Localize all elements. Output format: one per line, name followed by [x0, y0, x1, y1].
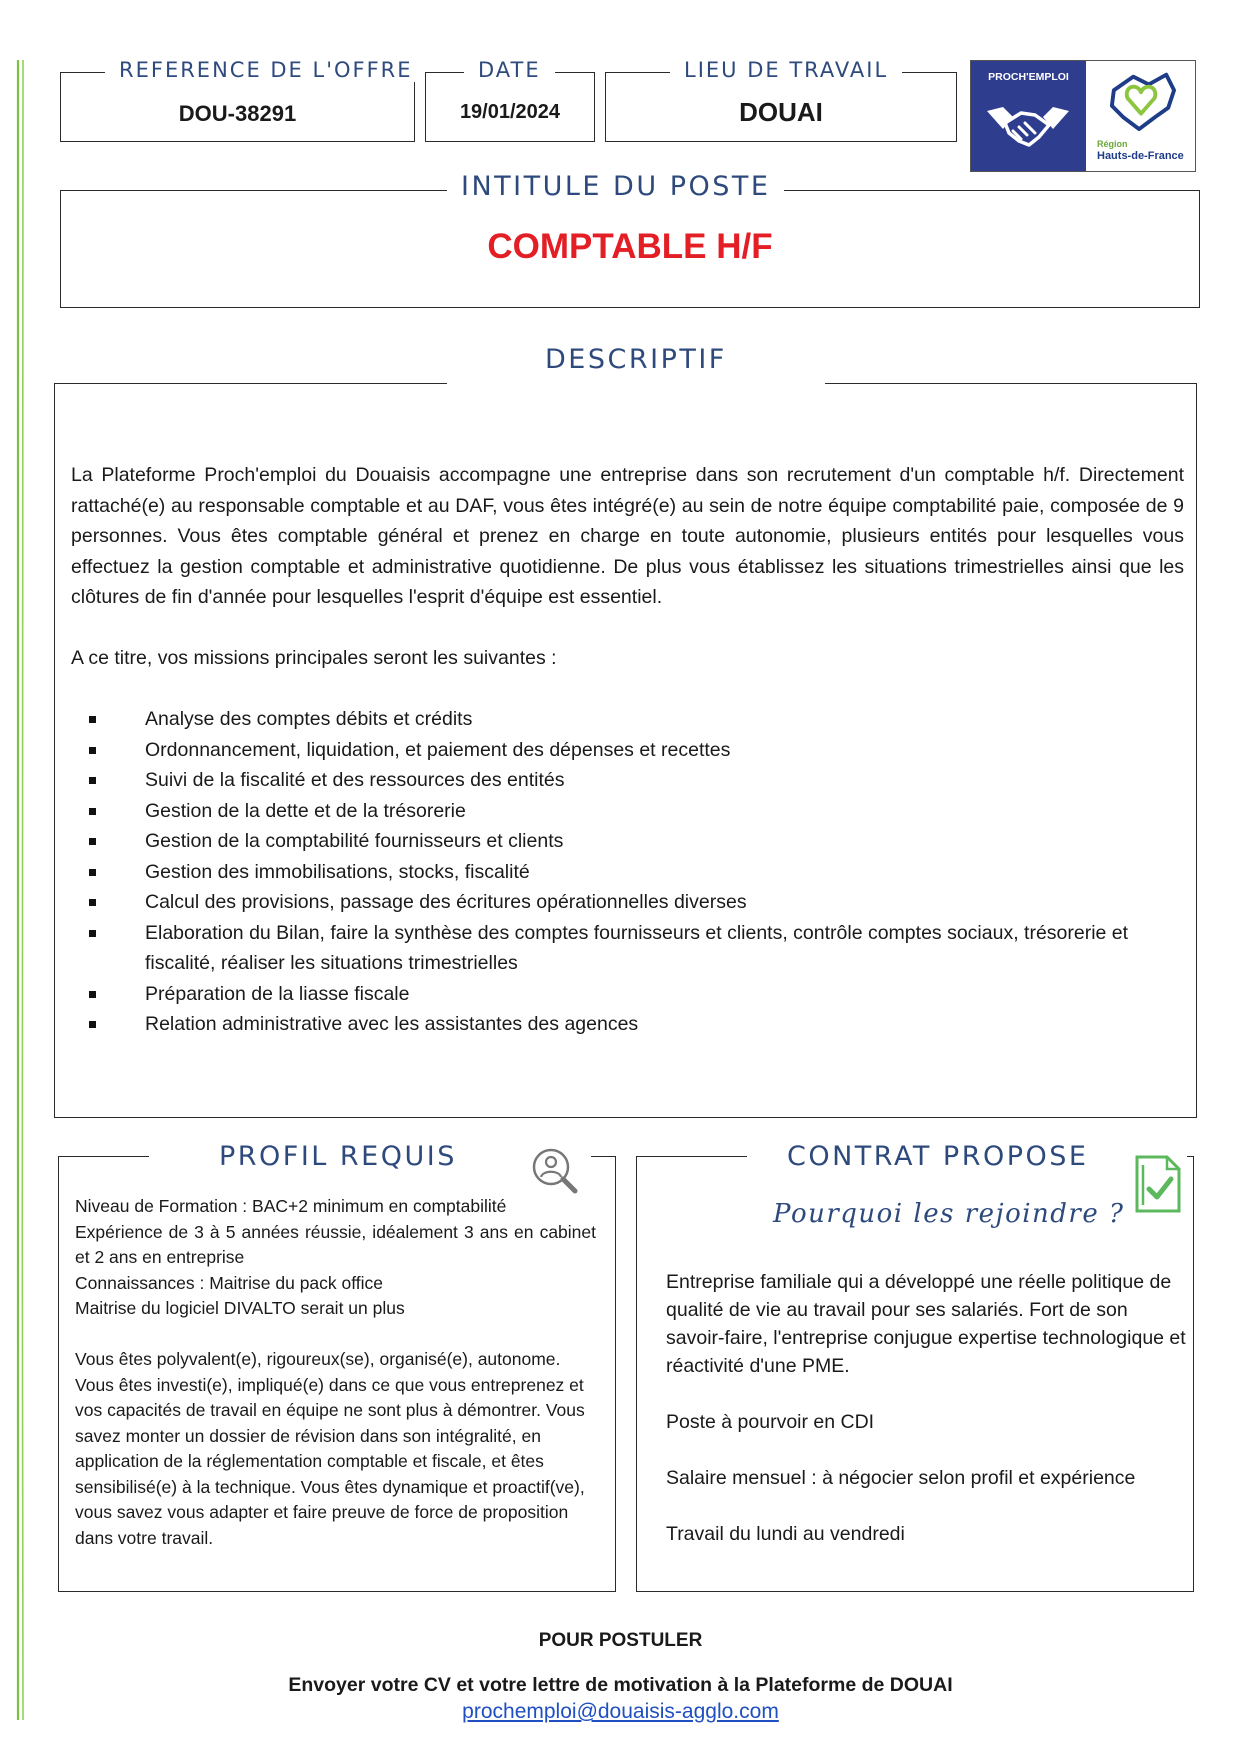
email-link[interactable]: prochemploi@douaisis-agglo.com: [462, 1700, 779, 1723]
reference-value: DOU-38291: [178, 101, 297, 126]
region-name: Hauts-de-France: [1097, 150, 1184, 162]
prochemploi-logo: [970, 60, 1196, 172]
contrat-salaire: Salaire mensuel : à négocier selon profil et expérience: [666, 1467, 1136, 1489]
profil-connaissances: Connaissances : Maitrise du pack office: [75, 1272, 384, 1293]
search-person-icon: [521, 1141, 591, 1201]
profil-logiciel: Maitrise du logiciel DIVALTO serait un plus: [75, 1298, 405, 1318]
reference-box: [60, 58, 415, 142]
lieu-label: LIEU DE TRAVAIL: [670, 58, 902, 82]
profil-experience: Expérience de 3 à 5 années réussie, idéalement 3 ans en cabinet et 2 ans en entreprise: [75, 1221, 596, 1267]
descriptif-intro: La Plateforme Proch'emploi du Douaisis accompagne une entreprise dans son recrutement d'un comptable h/f. Directement rattaché(e) au responsable comptable et au DAF, vous êtes intégré(e) au sein de notre équipe comptabilité paie, composée de 9 personnes. Vous êtes comptable général et prenez en charge en toute autonomie, plusieurs entités pour lesquelles vous effectuez la gestion comptable et administrative quotidienne. De plus vous établissez les situations trimestrielles ainsi que les clôtures de fin d'année pour lesquelles l'esprit d'équipe est essentiel.: [71, 464, 1184, 608]
list-item: Relation administrative avec les assistantes des agences: [71, 1009, 1184, 1040]
handshake-icon: [983, 97, 1073, 157]
green-side-line: [15, 60, 27, 1720]
descriptif-content: [71, 460, 1184, 1040]
contrat-spacer: [666, 1380, 1186, 1408]
list-item: Gestion de la comptabilité fournisseurs et clients: [71, 826, 1184, 857]
lieu-value: DOUAI: [739, 97, 823, 127]
poste-box: [60, 171, 1200, 308]
document-check-icon: [1127, 1151, 1187, 1217]
profil-content: [75, 1194, 596, 1551]
contrat-spacer: [666, 1436, 1186, 1464]
list-item: Gestion des immobilisations, stocks, fiscalité: [71, 857, 1184, 888]
contrat-subtitle: Pourquoi les rejoindre ?: [773, 1199, 1125, 1229]
footer-title: POUR POSTULER: [538, 1630, 703, 1651]
lieu-box: [605, 58, 957, 142]
date-box: [425, 58, 595, 142]
descriptif-spacer: [71, 613, 1184, 644]
poste-label: INTITULE DU POSTE: [447, 171, 784, 202]
logo-brand-block: [971, 61, 1086, 171]
footer-instruction: Envoyer votre CV et votre lettre de motivation à la Plateforme de DOUAI: [288, 1674, 953, 1696]
profil-formation: Niveau de Formation : BAC+2 minimum en comptabilité: [75, 1196, 507, 1216]
missions-spacer: [71, 674, 1184, 705]
missions-intro: A ce titre, vos missions principales seront les suivantes :: [71, 647, 557, 669]
logo-brand-text: PROCH'EMPLOI: [988, 71, 1069, 83]
list-item: Ordonnancement, liquidation, et paiement des dépenses et recettes: [71, 735, 1184, 766]
region-map-icon: [1094, 65, 1190, 133]
contrat-poste: Poste à pourvoir en CDI: [666, 1411, 875, 1433]
contrat-spacer: [666, 1492, 1186, 1520]
contrat-horaires: Travail du lundi au vendredi: [666, 1523, 905, 1545]
reference-label: REFERENCE DE L'OFFRE: [105, 58, 427, 82]
profil-qualites: Vous êtes polyvalent(e), rigoureux(se), organisé(e), autonome. Vous êtes investi(e), impliqué(e) dans ce que vous entreprenez et vos capacités de travail en équipe ne sont plus à démontrer. Vous savez monter un dossier de révision dans son intégralité, en application de la réglementation comptable et fiscale, et êtes sensibilisé(e) à la technique. Vous êtes dynamique et proactif(ve), vous savez vous adapter et faire preuve de force de proposition dans votre travail.: [75, 1349, 585, 1548]
list-item: Préparation de la liasse fiscale: [71, 979, 1184, 1010]
contrat-label: CONTRAT PROPOSE: [747, 1141, 1128, 1172]
list-item: Suivi de la fiscalité et des ressources des entités: [71, 765, 1184, 796]
missions-list: [71, 704, 1184, 1040]
profil-spacer: [75, 1322, 596, 1348]
job-title: COMPTABLE H/F: [487, 227, 773, 266]
list-item: Gestion de la dette et de la trésorerie: [71, 796, 1184, 827]
profil-label: PROFIL REQUIS: [149, 1141, 527, 1172]
list-item: Calcul des provisions, passage des écritures opérationnelles diverses: [71, 887, 1184, 918]
contrat-content: [666, 1268, 1186, 1548]
contrat-description: Entreprise familiale qui a développé une réelle politique de qualité de vie au travail pour ses salariés. Fort de son savoir-faire, l'entreprise conjugue expertise technologique et réactivité d'une PME.: [666, 1271, 1186, 1377]
list-item: Analyse des comptes débits et crédits: [71, 704, 1184, 735]
list-item: Elaboration du Bilan, faire la synthèse des comptes fournisseurs et clients, contrôle comptes sociaux, trésorerie et fiscalité, réaliser les situations trimestrielles: [71, 918, 1184, 979]
date-label: DATE: [464, 58, 555, 82]
descriptif-label: DESCRIPTIF: [447, 344, 825, 389]
date-value: 19/01/2024: [459, 101, 561, 123]
region-label: Région: [1097, 139, 1128, 149]
